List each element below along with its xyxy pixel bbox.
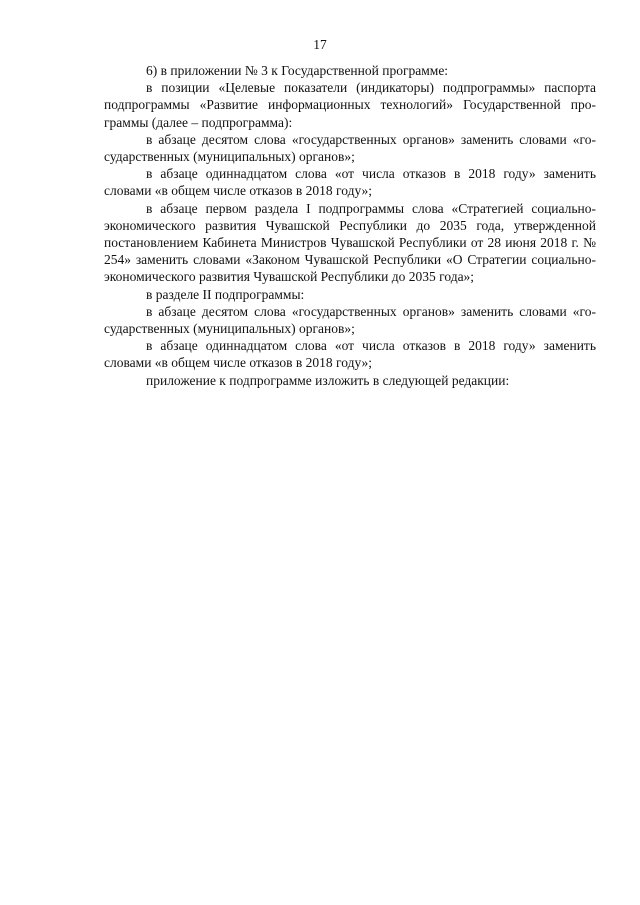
paragraph-tenth-clause-2: в абзаце десятом слова «государственных органов» заменить словами «государственных (муниципальных) органов»; [104,303,596,337]
paragraph-new-edition: приложение к подпрограмме изложить в следующей редакции: [146,372,510,388]
paragraph-section-1: в абзаце первом раздела I подпрограммы слова «Стратегией социально-экономического развития Чувашской Республики до 2035 года, утвержденной постановлением Кабинета Министров Чувашской Республики от 28 июня 2018 г. № 254» заменить словами «Законом Чувашской Республики «О Стратегии социально-экономического развития Чувашской Республики до 2035 года»; [104,200,596,285]
paragraph-eleventh-clause-1: в абзаце одиннадцатом слова «от числа отказов в 2018 году» заменить словами «в общем числе отказов в 2018 году»; [104,166,596,199]
paragraph-target-indicators: в позиции «Целевые показатели (индикаторы) подпрограммы» паспорта подпрограммы «Развитие информационных технологий» Государственной программы (далее – подпрограмма): [104,80,596,130]
paragraph-tenth-clause-1: в абзаце десятом слова «государственных органов» заменить словами «государственных (муниципальных) органов»; [104,131,596,165]
paragraph-appendix-3: 6) в приложении № 3 к Государственной программе: [146,63,449,78]
paragraph-eleventh-clause-2: в абзаце одиннадцатом слова «от числа отказов в 2018 году» заменить словами «в общем числе отказов в 2018 году»; [104,338,596,371]
page-number: 17 [313,37,327,52]
paragraph-section-2: в разделе II подпрограммы: [146,286,305,302]
document-body [104,62,596,389]
